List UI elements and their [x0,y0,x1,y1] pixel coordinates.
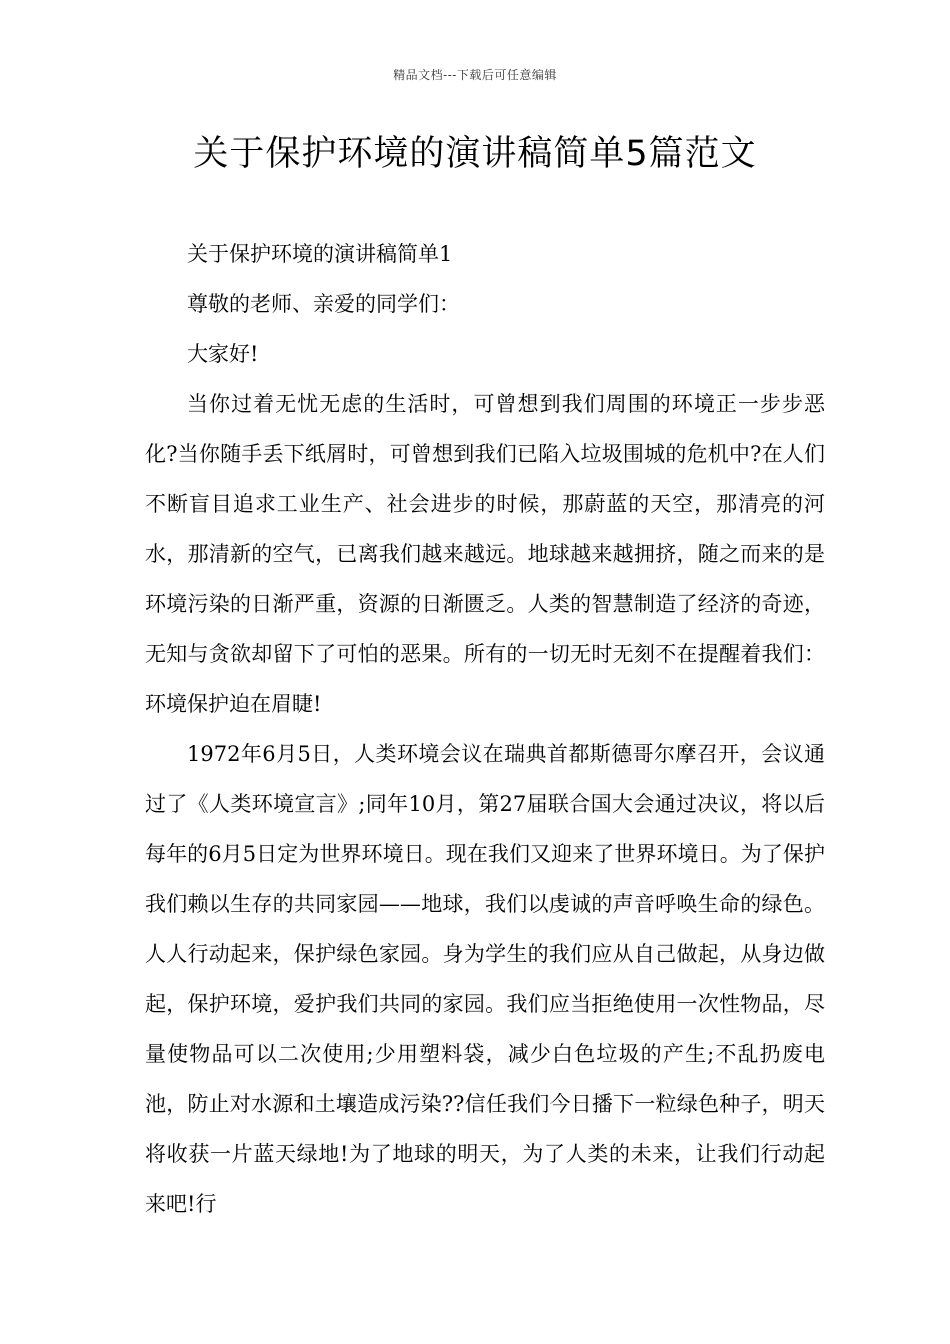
greeting: 大家好! [187,342,259,366]
salutation: 尊敬的老师、亲爱的同学们： [187,292,460,316]
body-paragraph: 当你过着无忧无虑的生活时，可曾想到我们周围的环境正一步步恶化?当你随手丢下纸屑时，可曾想到我们已陷入垃圾围城的危机中?在人们不断盲目追求工业生产、社会进步的时候，那蔚蓝的天空，那清亮的河水，那清新的空气，已离我们越来越远。地球越来越拥挤，随之而来的是环境污染的日渐严重，资源的日渐匮乏。人类的智慧制造了经济的奇迹，无知与贪欲却留下了可怕的恶果。所有的一切无时无刻不在提醒着我们：环境保护迫在眉睫! [145,392,825,716]
header-note: 精品文档---下载后可任意编辑 [393,68,557,82]
document-body [145,229,825,1229]
body-paragraph: 1972年6月5日，人类环境会议在瑞典首都斯德哥尔摩召开，会议通过了《人类环境宣言》;同年10月，第27届联合国大会通过决议，将以后每年的6月5日定为世界环境日。现在我们又迎来了世界环境日。为了保护我们赖以生存的共同家园——地球，我们以虔诚的声音呼唤生命的绿色。人人行动起来，保护绿色家园。身为学生的我们应从自己做起，从身边做起，保护环境，爱护我们共同的家园。我们应当拒绝使用一次性物品，尽量使物品可以二次使用;少用塑料袋，减少白色垃圾的产生;不乱扔废电池，防止对水源和土壤造成污染??信任我们今日播下一粒绿色种子，明天将收获一片蓝天绿地!为了地球的明天，为了人类的未来，让我们行动起来吧!行 [145,742,825,1216]
section-heading: 关于保护环境的演讲稿简单1 [187,242,453,266]
document-title: 关于保护环境的演讲稿简单5篇范文 [193,134,757,174]
